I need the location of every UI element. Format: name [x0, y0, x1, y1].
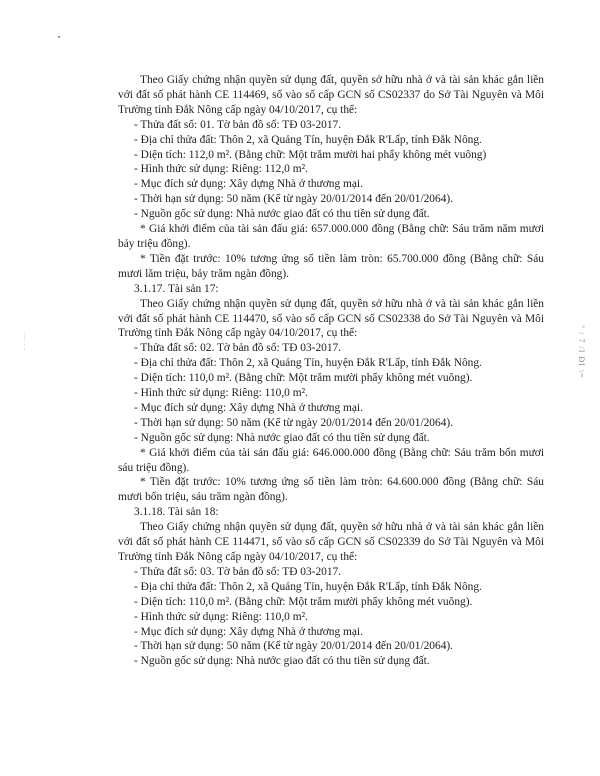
asset18-item: - Mục đích sử dụng: Xây dựng Nhà ở thương mại. — [134, 625, 363, 638]
asset16-price: * Giá khởi điểm của tài sản đấu giá: 657.000.000 đồng (Bằng chữ: Sáu trăm năm mươi bảy triệu đồng). — [118, 223, 544, 250]
asset18-item: - Thời hạn sử dụng: 50 năm (Kể từ ngày 20/01/2014 đến 20/01/2064). — [134, 640, 454, 653]
asset16-item: - Diện tích: 112,0 m². (Bằng chữ: Một trăm mười hai phẩy không mét vuông) — [134, 148, 487, 161]
asset16-item: - Địa chỉ thửa đất: Thôn 2, xã Quảng Tín, huyện Đắk R'Lấp, tỉnh Đắk Nông. — [134, 133, 482, 146]
asset17-item: - Thửa đất số: 02. Tờ bản đồ số: TĐ 03-2017. — [134, 342, 342, 355]
asset18-intro: Theo Giấy chứng nhận quyền sử dụng đất, quyền sở hữu nhà ở và tài sản khác gắn liền với đất số phát hành CE 114471, số vào sổ cấp GCN số CS02339 do Sở Tài Nguyên và Môi Trường tỉnh Đắk Nông cấp ngày 04/10/2017, cụ thể: — [118, 521, 544, 563]
page-body — [118, 73, 544, 669]
asset16-item: - Nguồn gốc sử dụng: Nhà nước giao đất có thu tiền sử dụng đất. — [134, 208, 430, 221]
scan-speck — [58, 36, 60, 38]
asset18-item: - Nguồn gốc sử dụng: Nhà nước giao đất có thu tiền sử dụng đất. — [134, 655, 430, 668]
asset17-price: * Giá khởi điểm của tài sản đấu giá: 646.000.000 đồng (Bằng chữ: Sáu trăm bốn mươi sáu triệu đồng). — [118, 446, 544, 474]
bleed-through-mark: ⋯ ⋯ — [20, 333, 29, 351]
asset17-heading: 3.1.17. Tài sản 17: — [134, 282, 219, 295]
asset18-item: - Hình thức sử dụng: Riêng: 110,0 m². — [134, 610, 308, 623]
asset18-item: - Địa chỉ thửa đất: Thôn 2, xã Quảng Tín, huyện Đắk R'Lấp, tỉnh Đắk Nông. — [134, 580, 482, 593]
asset18-heading: 3.1.18. Tài sản 18: — [134, 506, 219, 519]
asset16-intro: Theo Giấy chứng nhận quyền sử dụng đất, quyền sở hữu nhà ở và tài sản khác gắn liền với đất số phát hành CE 114469, số vào sổ cấp GCN số CS02337 do Sở Tài Nguyên và Môi Trường tỉnh Đắk Nông cấp ngày 04/10/2017, cụ thể: — [118, 74, 544, 116]
asset17-item: - Địa chỉ thửa đất: Thôn 2, xã Quảng Tín, huyện Đắk R'Lấp, tỉnh Đắk Nông. — [134, 357, 482, 370]
asset18-item: - Thửa đất số: 03. Tờ bản đồ số: TĐ 03-2017. — [134, 565, 342, 578]
asset18-item: - Diện tích: 110,0 m². (Bằng chữ: Một trăm mười phẩy không mét vuông). — [134, 595, 473, 608]
asset16-item: - Mục đích sử dụng: Xây dựng Nhà ở thương mại. — [134, 178, 363, 191]
margin-handwritten-note: " / 7 /I ĐI \= — [577, 325, 586, 379]
asset16-item: - Hình thức sử dụng: Riêng: 112,0 m². — [134, 163, 308, 176]
asset17-item: - Mục đích sử dụng: Xây dựng Nhà ở thương mại. — [134, 401, 363, 414]
asset17-item: - Hình thức sử dụng: Riêng: 110,0 m². — [134, 387, 308, 400]
asset17-item: - Diện tích: 110,0 m². (Bằng chữ: Một trăm mười phẩy không mét vuông). — [134, 372, 473, 385]
asset17-deposit: * Tiền đặt trước: 10% tương ứng số tiền làm tròn: 64.600.000 đồng (Bằng chữ: Sáu mươi bốn triệu, sáu trăm ngàn đồng). — [118, 476, 544, 504]
asset16-item: - Thời hạn sử dụng: 50 năm (Kể từ ngày 20/01/2014 đến 20/01/2064). — [134, 193, 454, 206]
asset17-item: - Thời hạn sử dụng: 50 năm (Kể từ ngày 20/01/2014 đến 20/01/2064). — [134, 416, 454, 429]
asset16-deposit: * Tiền đặt trước: 10% tương ứng số tiền làm tròn: 65.700.000 đồng (Bằng chữ: Sáu mươi lăm triệu, bảy trăm ngàn đồng). — [118, 252, 544, 280]
asset16-item: - Thửa đất số: 01. Tờ bản đồ số: TĐ 03-2017. — [134, 118, 342, 131]
asset17-intro: Theo Giấy chứng nhận quyền sử dụng đất, quyền sở hữu nhà ở và tài sản khác gắn liền với đất số phát hành CE 114470, số vào sổ cấp GCN số CS02338 do Sở Tài Nguyên và Môi Trường tỉnh Đắk Nông cấp ngày 04/10/2017, cụ thể: — [118, 297, 544, 340]
asset17-item: - Nguồn gốc sử dụng: Nhà nước giao đất có thu tiền sử dụng đất. — [134, 431, 430, 444]
